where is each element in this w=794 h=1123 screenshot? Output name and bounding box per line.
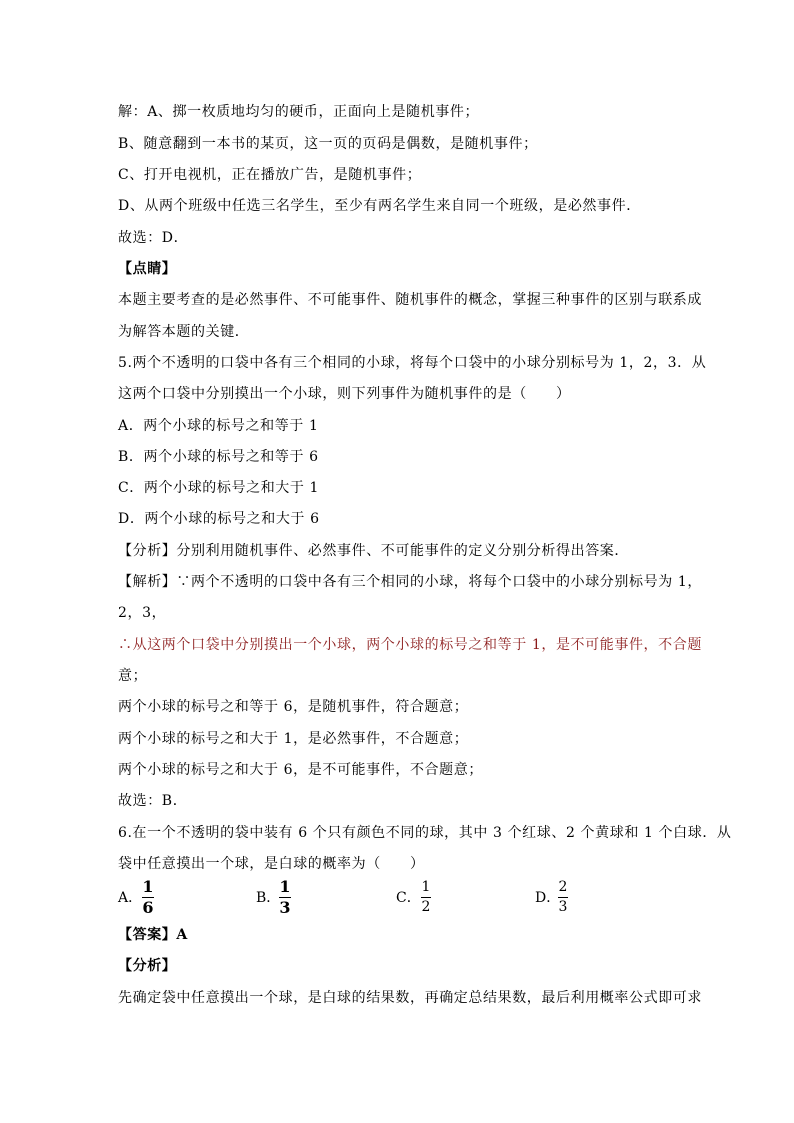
- line-answer-choice: 故选：D．: [118, 230, 189, 246]
- q5-solution-line1: 【解析】∵两个不透明的口袋中各有三个相同的小球，将每个口袋中的小球分别标号为 1，: [118, 574, 702, 590]
- q5-answer-choice: 故选：B．: [118, 793, 188, 809]
- heading-fenxi: 【分析】: [118, 958, 177, 974]
- q6-option-b-label: B．: [256, 890, 281, 906]
- q5-solution-line2: 2，3，: [118, 605, 167, 621]
- q6-option-c-fraction: [421, 879, 431, 916]
- q5-solution-line4: 意；: [118, 668, 148, 684]
- q5-analysis: 【分析】分别利用随机事件、必然事件、不可能事件的定义分别分析得出答案．: [118, 543, 629, 559]
- line-solution-a: 解：A、掷一枚质地均匀的硬币，正面向上是随机事件；: [118, 104, 480, 120]
- q6-option-c-label: C．: [396, 890, 421, 906]
- q6-option-a-label: A．: [118, 890, 143, 906]
- q5-solution-line5: 两个小球的标号之和等于 6，是随机事件，符合题意；: [118, 699, 469, 715]
- line-solution-d: D、从两个班级中任选三名学生，至少有两名学生来自同一个班级，是必然事件．: [118, 198, 641, 214]
- question-5-line2: 这两个口袋中分别摸出一个小球，则下列事件为随机事件的是（ ）: [118, 386, 571, 402]
- q6-option-d-denominator: 3: [558, 899, 568, 915]
- heading-dianjing: 【点睛】: [118, 261, 177, 277]
- line-dianjing-body: 本题主要考查的是必然事件、不可能事件、随机事件的概念，掌握三种事件的区别与联系成: [118, 292, 702, 308]
- q6-answer: 【答案】A: [118, 927, 188, 943]
- q5-option-c: C．两个小球的标号之和大于 1: [118, 480, 320, 496]
- q6-option-b-fraction: [279, 878, 291, 917]
- q5-solution-line6: 两个小球的标号之和大于 1，是必然事件，不合题意；: [118, 731, 469, 747]
- q6-option-d-fraction: [558, 879, 568, 916]
- q5-option-a: A．两个小球的标号之和等于 1: [118, 418, 319, 434]
- question-5-line1: 5.两个不透明的口袋中各有三个相同的小球，将每个口袋中的小球分别标号为 1，2，3．从: [118, 355, 707, 371]
- question-6-line1: 6.在一个不透明的袋中装有 6 个只有颜色不同的球，其中 3 个红球、2 个黄球和 1 个白球．从: [118, 825, 732, 841]
- q6-option-c-denominator: 2: [421, 899, 431, 915]
- q6-option-c-numerator: 1: [421, 879, 431, 895]
- q5-option-b: B．两个小球的标号之和等于 6: [118, 449, 319, 465]
- line-solution-b: B、随意翻到一本书的某页，这一页的页码是偶数，是随机事件；: [118, 136, 538, 152]
- q5-solution-line7: 两个小球的标号之和大于 6，是不可能事件，不合题意；: [118, 762, 483, 778]
- q6-option-a-denominator: 6: [142, 898, 154, 917]
- question-6-line2: 袋中任意摸出一个球，是白球的概率为（ ）: [118, 856, 425, 872]
- q5-solution-line3: ∴从这两个口袋中分别摸出一个小球，两个小球的标号之和等于 1，是不可能事件，不合题: [118, 637, 702, 653]
- q6-analysis-line1: 先确定袋中任意摸出一个球，是白球的结果数，再确定总结果数，最后利用概率公式即可求: [118, 990, 702, 1006]
- q6-option-a-fraction: [142, 878, 154, 917]
- line-solution-c: C、打开电视机，正在播放广告，是随机事件；: [118, 167, 422, 183]
- q6-option-d-label: D．: [535, 890, 561, 906]
- q5-option-d: D．两个小球的标号之和大于 6: [118, 511, 320, 527]
- q6-option-a-numerator: 1: [142, 877, 154, 896]
- q6-option-b-numerator: 1: [279, 877, 291, 896]
- line-dianjing-body-cont: 为解答本题的关键．: [118, 324, 250, 340]
- q6-option-d-numerator: 2: [558, 879, 568, 895]
- q6-option-b-denominator: 3: [279, 898, 291, 917]
